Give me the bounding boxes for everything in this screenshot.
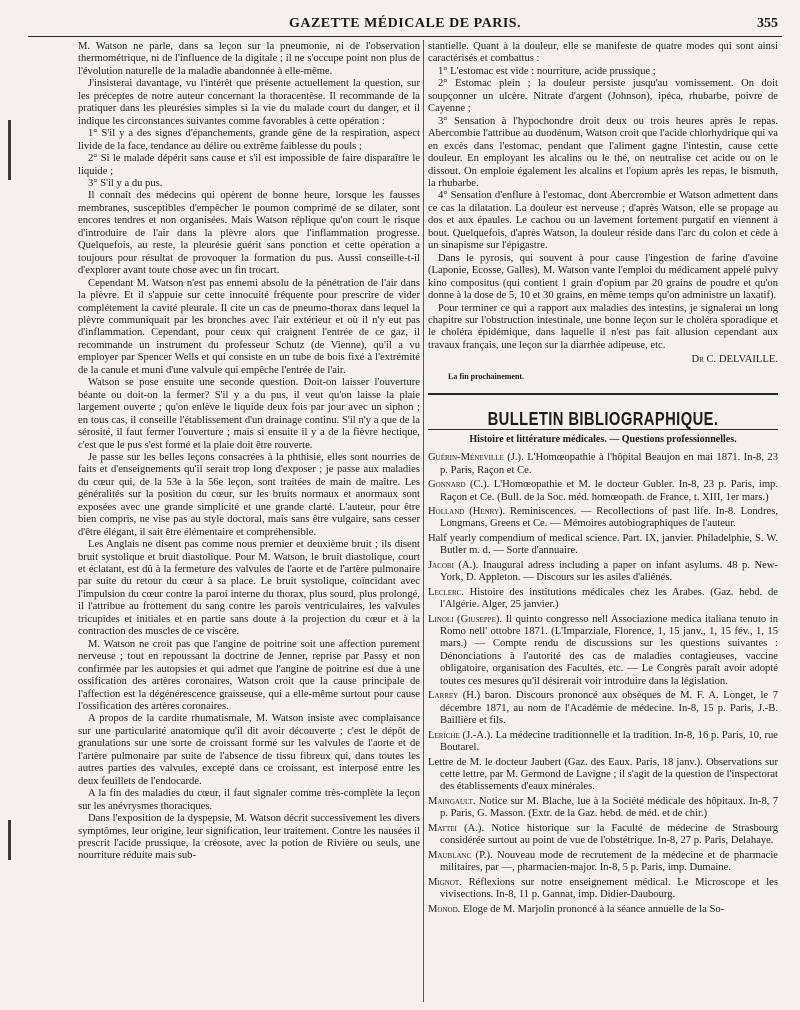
bibliography-entry <box>428 730 778 755</box>
bibliography-entry <box>428 877 778 902</box>
article-paragraph: stantielle. Quant à la douleur, elle se manifeste de quatre modes qui sont ainsi caractérisés et combattus : <box>428 41 778 65</box>
entry-text: Half yearly compendium of medical science. Part. IX, janvier. Philadelphie, S. W. Butler m. d. — Sorte d'annuaire. <box>428 532 778 557</box>
article-paragraph: A propos de la cardite rhumatismale, M. Watson insiste avec complaisance sur une particularité anatomique qu'il dit avoir découverte ; c'est le dépôt de granulations sur une sorte de croissant formé sur les valvules de l'aorte et de l'artère pulmonaire par suite de l'absence de tissu fibreux qui, dans toutes les autres parties des valvules, excepté dans ce croissant, est interposé entre les deux feuillets de l'endocarde. <box>78 713 420 787</box>
margin-mark <box>8 820 11 860</box>
article-paragraph: Watson se pose ensuite une seconde question. Doit-on laisser l'ouverture béante ou doit-on la fermer? S'il y a du pus, il veut qu'on laisse la plaie largement ouverte ; qu'on enlève le liquide deux fois par jour avec un siphon ; en tous cas, il conseille l'établissement d'un drainage continu. S'il n'y a que de la sérosité, il faut fermer l'ouverture ; mais si ensuite il y a de la fièvre hectique, c'est que le pus s'est formé et la plaie doit être rouverte. <box>78 377 420 451</box>
entry-text: baron. Discours prononcé aux obsèques de M. F. A. Longet, le 7 décembre 1871, au nom de l'Académie de médecine. In-8, 15 p. Paris, J.-B. Baillière et fils. <box>440 690 778 727</box>
entry-text: Réflexions sur notre enseignement médical. Le Microscope et les vivisections. In-8, 11 p. Gannat, imp. Didier-Daubourg. <box>440 876 778 901</box>
entry-text: Histoire des institutions médicales chez les Arabes. (Gaz. hebd. de l'Algérie. Alger, 25 janvier.) <box>440 586 778 611</box>
bibliography-entry <box>428 560 778 585</box>
bibliography-entry <box>428 614 778 689</box>
bulletin-title: BULLETIN BIBLIOGRAPHIQUE. <box>487 409 719 430</box>
article-paragraph: 2° Si le malade dépérit sans cause et s'il est impossible de faire disparaître le liquide ; <box>78 153 420 177</box>
article-signature: Dr C. DELVAILLE. <box>691 354 778 366</box>
right-column <box>428 41 778 1003</box>
left-column <box>78 41 420 1003</box>
entry-author: Leriche (J.-A.). <box>428 729 493 741</box>
entry-text: Reminiscences. — Recollections of past life. In-8. Londres, Longmans, Greens et Ce. — Mémoires autobiographiques de l'auteur. <box>440 505 778 530</box>
article-paragraph: 3° S'il y a du pus. <box>88 177 163 189</box>
journal-title: GAZETTE MÉDICALE DE PARIS. <box>288 16 522 31</box>
article-paragraph: Dans le pyrosis, qui souvent à pour cause l'ingestion de farine d'avoine (Laponie, Ecosse, Galles), M. Watson vante l'emploi du médicament appelé pulvy kino compositus (qui contient 1 grain d'opium par 20 grains de poudre et qu'on donne à la dose de 5, 10 et 30 grains, en même temps qu'on administre un laxatif). <box>428 252 778 302</box>
bibliography-entry <box>428 757 778 794</box>
entry-author: Maingault. <box>428 795 476 807</box>
article-continuation <box>428 41 778 352</box>
article-paragraph: Je passe sur les belles leçons consacrées à la phthisie, elles sont nourries de faits et d'enseignements qu'il serait trop long d'exposer ; je passe aux maladies du cœur qui, de la 53e à la 56e leçon, sont traitées de main de maître. Les généralités sur la position du cœur, sur les bruits normaux et anormaux sont exposées avec une grande simplicité et une grande clarté. L'auteur, pour être bien compris, ne vise pas au style doctoral, mais sans être vulgaire, sans cesser d'être élégant, il sait être élémentaire et compréhensible. <box>78 451 420 538</box>
header-rule <box>28 36 782 37</box>
article-paragraph: A la fin des maladies du cœur, il faut signaler comme très-complète la leçon sur les anévrysmes thoraciques. <box>78 788 420 812</box>
article-paragraph: 2° Estomac plein ; la douleur persiste jusqu'au vomissement. On doit soupçonner un ulcère. Nitrate d'argent (Johnson), ipéca, rhubarbe, poivre de Cayenne ; <box>428 78 778 115</box>
continuation-note: La fin prochainement. <box>448 371 525 381</box>
entry-author: Holland (Henry). <box>428 505 506 517</box>
page-number: 355 <box>757 16 778 31</box>
entry-author: Linoli (Giuseppe). <box>428 613 503 625</box>
article-paragraph: 4° Sensation d'enflure à l'estomac, dont Abercrombie et Watson admettent dans ce cas la dilatation. La douleur est nerveuse ; d'après Watson, elle se propage au dos et aux épaules. Le cachou ou un lavement fortement purgatif en viennent à bout. Quelquefois, d'après Watson, la douleur réside dans l'arc du colon et cède à un sinapisme sur l'épigastre. <box>428 190 778 252</box>
article-paragraph: 1° L'estomac est vide : nourriture, acide prussique ; <box>438 65 656 77</box>
entry-text: La médecine traditionnelle et la tradition. In-8, 16 p. Paris, 10, rue Boutarel. <box>440 729 778 754</box>
bibliography-entry <box>428 479 778 504</box>
entry-text: Nouveau mode de recrutement de la médecine et de pharmacie militaires, par —, pharmacien-major. In-8, 5 p. Paris, imp. Dumaine. <box>440 849 778 874</box>
bibliography-entry <box>428 823 778 848</box>
bibliography-entry <box>428 690 778 727</box>
entry-author: Larrey (H.) <box>428 690 481 702</box>
article-paragraph: J'insisterai davantage, vu l'intérêt que présente actuellement la question, sur les préceptes de notre auteur concernant la thoracentèse. Il recommande de la pratiquer dans les pleurésies simples si la vie du malade court du danger, et il indique les circonstances suivantes comme favorables à cette opération : <box>78 78 420 127</box>
entry-author: Jacobi (A.). <box>428 559 479 571</box>
article-paragraph: Il connaît des médecins qui opèrent de bonne heure, lorsque les fausses membranes, susceptibles d'empêcher le poumon comprimé de se dilater, sont encores tendres et non organisées. Mais Watson réplique qu'on court le risque d'introduire de l'air dans la plèvre alors que l'inflammation progresse. Quelquefois, au reste, la pleurésie guérit sans ponction et cette opération a toujours pour résultat de provoquer la formation du pus. Aussi conseille-t-il d'explorer avant toute chose avec un fin trocart. <box>78 190 420 277</box>
entry-text: Il quinto congresso nell Associazione medica italiana tenuto in Romo nell' ottobre 1871. (L'Imparziale, Florence, 1, 15 janv., 1, 15 fév., 1, 15 mars.) — Compte rendu de discussions sur les questions suivantes : Dénonciations à l'autorité des cas de maladies contagieuses, vaccine obligatoire, organisation des Facultés, etc. — Le Congrès paraît avoir adopté toutes ces mesures qu'il désirerait voir introduire dans la législation. <box>440 613 778 687</box>
article-paragraph: Les Anglais ne disent pas comme nous premier et deuxième bruit ; ils disent bruit systolique et bruit diastolique. Pour M. Watson, le bruit diastolique, court et éclatant, est dû à la fermeture des valvules de l'aorte et de l'artère pulmonaire par suite du retour du cœur à sa place. Le bruit systolique, coïncidant avec l'impulsion du cœur contre la paroi interne du thorax, plus sourd, plus prolongé, il l'attribue au frottement du sang contre les parois ventriculaires, les valvules tricupides et initiales et en partie sans doute à la projection du cœur et à la contraction des muscles de ce viscère. <box>78 539 420 638</box>
entry-author: Maublanc (P.). <box>428 849 493 861</box>
entry-text: Notice sur M. Blache, lue à la Société médicale des hôpitaux. In-8, 7 p. Paris, G. Masson. (Extr. de la Gaz. hebd. de méd. et de chir.) <box>440 795 778 820</box>
article-paragraph: 3° Sensation à l'hypochondre droit deux ou trois heures après le repas. Abercombie l'attribue au duodénum, Watson croit que l'acide chlorhydrique qui va en excès dans l'estomac, pendant que l'aliment gagne l'intestin, cause cette douleur. En employant les alcalins ou le thé, on neutralise cet acide ou on le dissout. On emploie également les alcalins et l'opium après les repas, le bismuth, la rhubarbe. <box>428 115 778 189</box>
section-separator <box>428 393 778 395</box>
bulletin-rubric: Histoire et littérature médicales. — Questions professionnelles. <box>469 433 737 445</box>
entry-text: Eloge de M. Marjolin prononcé à la séance annuelle de la So- <box>462 903 725 915</box>
bibliography-entry <box>428 904 778 916</box>
entry-text: Lettre de M. le docteur Jaubert (Gaz. des Eaux. Paris, 18 janv.). Observations sur cette lettre, par M. Germond de Lavigne ; il s'agit de la question de l'inspectorat des établissements d'eaux minérales. <box>428 756 778 793</box>
entry-author: Guérin-Méneville (J.). <box>428 452 524 464</box>
bibliography-entry <box>428 796 778 821</box>
article-paragraph: Cependant M. Watson n'est pas ennemi absolu de la pénétration de l'air dans la plèvre. Et il s'appuie sur cette innocuité fréquente pour prescrire de vider complétement la cavité pleurale. Il cite un cas de pneumo-thorax dans lequel la plèvre communiquait par les bronches avec l'air extérieur et où il n'y eut pas d'inflammation. Cependant, pour ceux qui craignent l'entrée de ce gaz, il recommande un instrument du professeur Schutz (de Vienne), qu'il a vu employer par Spencer Wells et qui consiste en un tube de bois fixé à l'extrémité de la canule et muni d'une valvule qui empêche l'entrée de l'air. <box>78 277 420 376</box>
bibliography-entry <box>428 533 778 558</box>
entry-author: Mattei (A.). <box>428 822 485 834</box>
margin-mark <box>8 120 11 180</box>
page-header <box>28 12 782 34</box>
entry-text: L'Homœopathie et M. le docteur Gubler. In-8, 23 p. Paris, imp. Raçon et Ce. (Bull. de la Soc. méd. homœopath. de France, t. XIII, 1er mars.) <box>440 479 778 503</box>
article-paragraph: 1° S'il y a des signes d'épanchements, grande gêne de la respiration, aspect livide de la face, tendance au délire ou extrême faiblesse du pouls ; <box>78 128 420 152</box>
entry-text: Notice historique sur la Faculté de médecine de Strasbourg considérée surtout au point de vue de l'obstétrique. In-8, 27 p. Paris, Delahaye. <box>440 822 778 847</box>
bibliography-entry <box>428 587 778 612</box>
entry-author: Monod. <box>428 903 461 915</box>
bibliography-entry <box>428 850 778 875</box>
bibliography-list <box>428 452 778 916</box>
article-paragraph: Pour terminer ce qui a rapport aux maladies des intestins, je signalerai un long chapitre sur l'obstruction intestinale, une bonne leçon sur le choléra sporadique et le choléra épidémique, dans laquelle il n'est pas fait allusion cependant aux travaux français, une leçon sur la diarrhée adipeuse, etc. <box>428 302 778 351</box>
column-divider <box>423 40 424 1002</box>
entry-text: Inaugural adress including a paper on infant asylums. 48 p. New-York, D. Appleton. — Discours sur les asiles d'aliénés. <box>440 559 778 584</box>
entry-author: Leclerc. <box>428 586 464 598</box>
bibliography-entry <box>428 506 778 531</box>
article-paragraph: M. Watson ne croit pas que l'angine de poitrine soit une affection purement nerveuse ; tout en repoussant la doctrine de Jenner, reprise par Passy et non confirmée par les autopsies et qui admet que l'angine de poitrine est due à une ossification des artères coronaires, Watson croit que la cause principale de l'affection est la dégénérescence graisseuse, qui a elle-même surtout pour cause l'ossification des artères coronaires. <box>78 638 420 713</box>
entry-author: Gonnard (C.). <box>428 479 490 491</box>
article-paragraph: Dans l'exposition de la dyspepsie, M. Watson décrit successivement les divers symptômes, leur origine, leur signification, leur traitement. Contre les nausées il prescrit l'acide prussique, la créosote, avec la potion de Rivière ou seuls, une nourriture réduite mais sub- <box>78 813 420 862</box>
article-paragraph: M. Watson ne parle, dans sa leçon sur la pneumonie, ni de l'observation thermométrique, ni de l'influence de la digitale ; il ne s'occupe point non plus de l'évolution naturelle de la maladie abandonnée à elle-même. <box>78 41 420 77</box>
bibliography-entry <box>428 452 778 477</box>
entry-author: Mignot. <box>428 876 462 888</box>
entry-text: L'Homœopathie à l'hôpital Beaujon en mai 1871. In-8, 23 p. Paris, Raçon et Ce. <box>440 452 778 476</box>
